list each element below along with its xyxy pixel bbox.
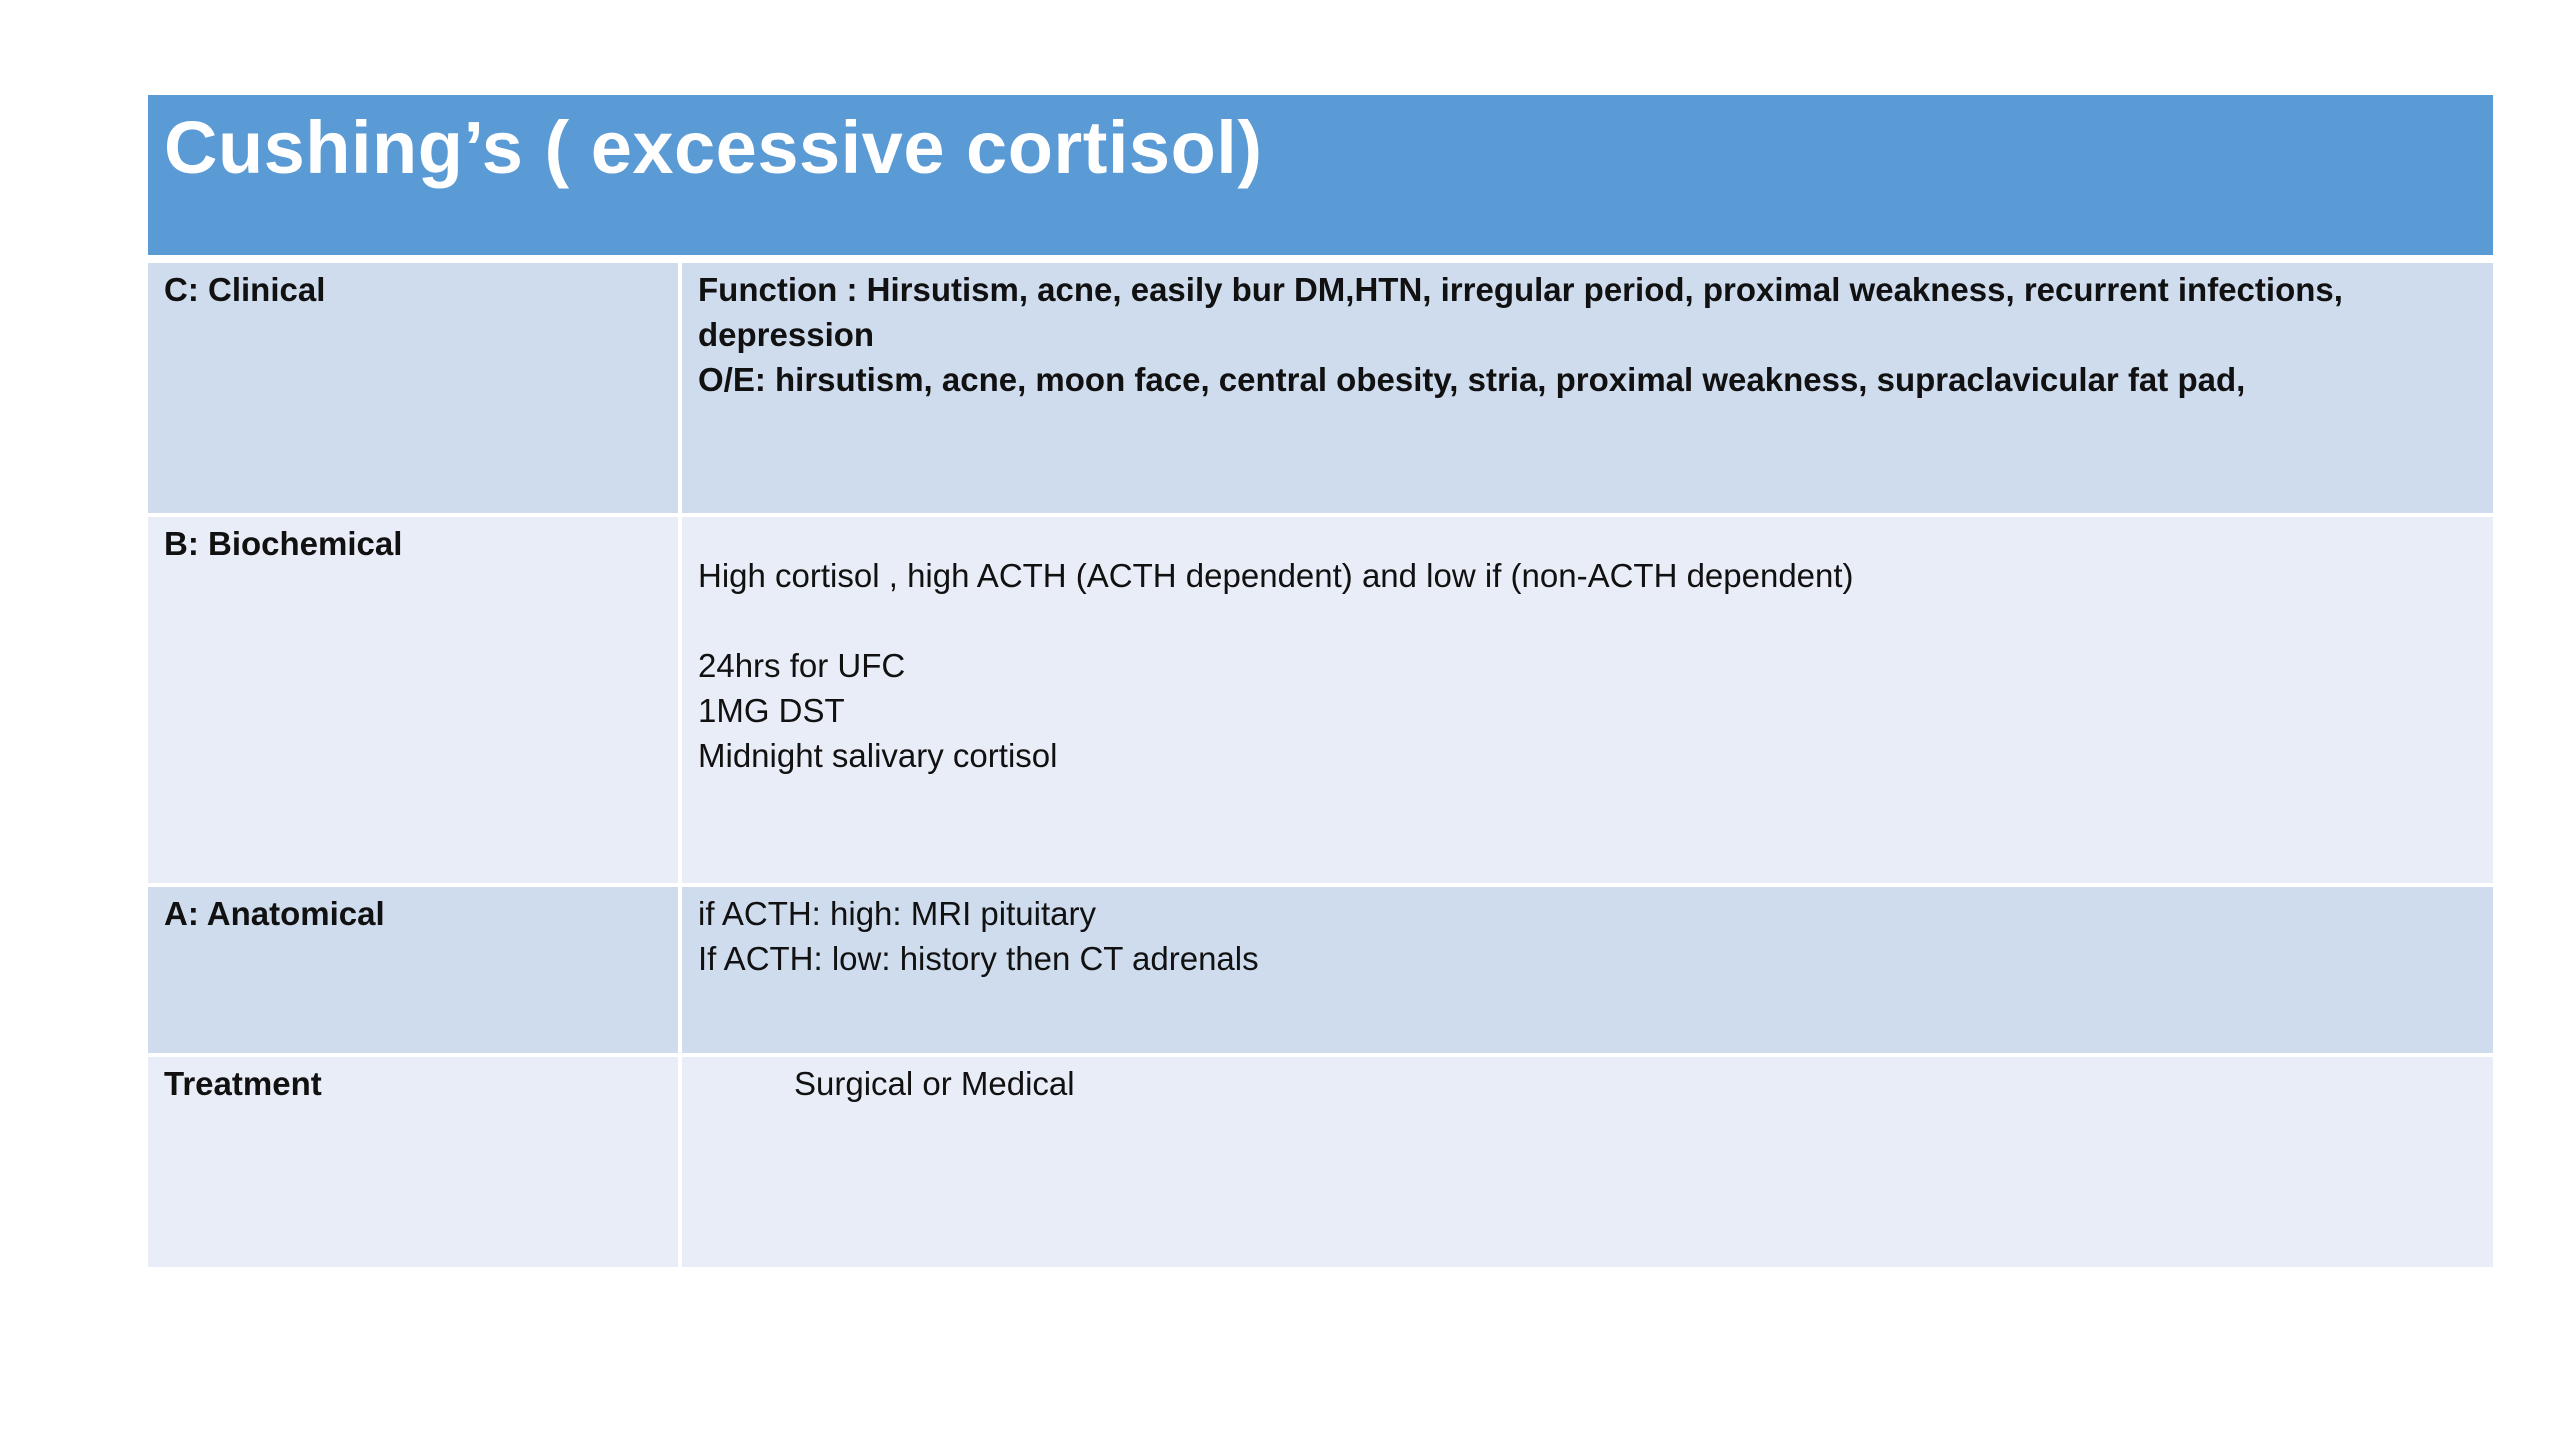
slide-title: Cushing’s ( excessive cortisol) [164,106,1263,189]
row-content-biochemical [682,517,2493,883]
biochem-ufc-text: 24hrs for UFC [698,647,906,684]
row-biochemical [148,517,2493,887]
row-label-clinical: C: Clinical [148,263,682,513]
row-label-anatomical: A: Anatomical [148,887,682,1053]
row-label-treatment: Treatment [148,1057,682,1267]
clinical-exam-text: O/E: hirsutism, acne, moon face, central obesity, stria, proximal weakness, supraclavicular fat pad, [698,361,2246,398]
title-bar [148,95,2493,263]
anatomical-high-text: if ACTH: high: MRI pituitary [698,895,1096,932]
biochem-cortisol-text: High cortisol , high ACTH (ACTH dependent) and low if (non-ACTH dependent) [698,557,1854,594]
row-content-anatomical [682,887,2493,1053]
row-clinical [148,263,2493,517]
row-anatomical [148,887,2493,1057]
row-treatment [148,1057,2493,1267]
row-content-clinical [682,263,2493,513]
biochem-dst-text: 1MG DST [698,692,845,729]
row-label-biochemical: B: Biochemical [148,517,682,883]
clinical-function-text: Function : Hirsutism, acne, easily bur DM,HTN, irregular period, proximal weakness, recurrent infections, depression [698,271,2343,353]
row-content-treatment [682,1057,2493,1267]
treatment-text: Surgical or Medical [794,1065,1075,1102]
biochem-salivary-text: Midnight salivary cortisol [698,737,1058,774]
cushings-table [148,95,2493,1267]
anatomical-low-text: If ACTH: low: history then CT adrenals [698,940,1259,977]
